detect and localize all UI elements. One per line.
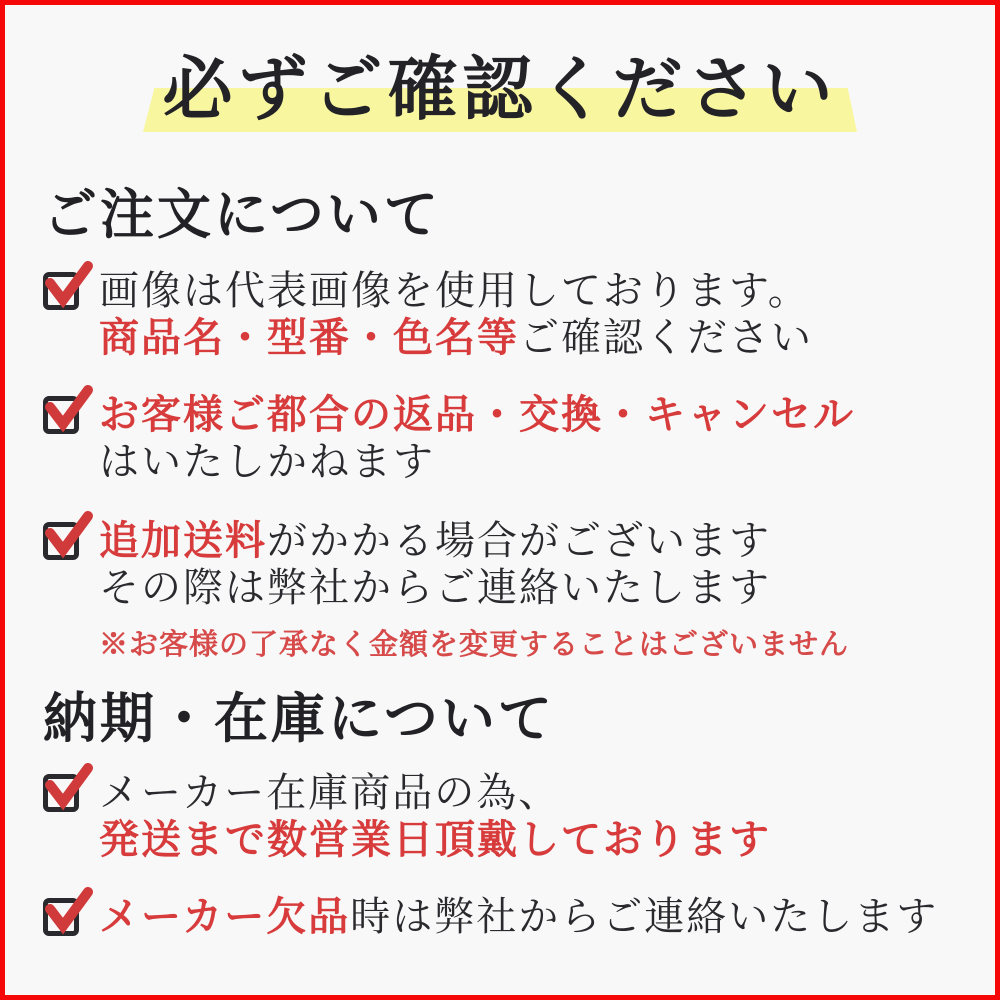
checkmark-icon	[44, 385, 92, 431]
checkmark-icon	[44, 763, 92, 809]
item-text-black: メーカー在庫商品の為、	[99, 770, 561, 815]
checked-checkbox-icon	[43, 519, 81, 561]
item-text-black: 時は弊社からご連絡いたします	[350, 894, 939, 939]
item-text-black: ご確認ください	[519, 315, 813, 360]
item-text	[99, 769, 771, 863]
list-item-maker-stock	[43, 769, 957, 863]
checked-checkbox-icon	[43, 771, 81, 813]
price-change-note: ※お客様の了承なく金額を変更することはございません	[99, 629, 850, 661]
page-title: 必ずご確認ください	[162, 52, 838, 129]
section-heading-delivery: 納期・在庫について	[43, 689, 555, 749]
checked-checkbox-icon	[43, 269, 81, 311]
notice-content	[5, 5, 995, 995]
list-item-no-returns	[43, 391, 957, 485]
list-item-out-of-stock	[43, 893, 957, 940]
item-text	[99, 267, 813, 361]
item-text-black: その際は弊社からご連絡いたします	[99, 565, 771, 610]
checkmark-icon	[44, 887, 92, 933]
checked-checkbox-icon	[43, 895, 81, 937]
checked-checkbox-icon	[43, 393, 81, 435]
item-text-red: 発送まで数営業日頂戴しております	[99, 817, 771, 862]
list-item-extra-shipping	[43, 517, 957, 611]
item-text-black: 画像は代表画像を使用しております。	[99, 268, 810, 313]
item-text-black: はいたしかねます	[99, 439, 435, 484]
checkmark-icon	[44, 511, 92, 557]
item-text-red: お客様ご都合の返品・交換・キャンセル	[99, 392, 855, 437]
item-text	[99, 391, 855, 485]
list-item-representative-image	[43, 267, 957, 361]
title-block	[43, 43, 957, 139]
checkmark-icon	[44, 261, 92, 307]
item-text-red: 商品名・型番・色名等	[99, 315, 519, 360]
item-text-red: メーカー欠品	[99, 894, 351, 939]
item-text	[99, 517, 771, 611]
item-text-red: 追加送料	[99, 518, 267, 563]
item-text	[99, 893, 938, 940]
item-text-black: がかかる場合がございます	[267, 518, 771, 563]
section-heading-order: ご注文について	[43, 185, 441, 245]
